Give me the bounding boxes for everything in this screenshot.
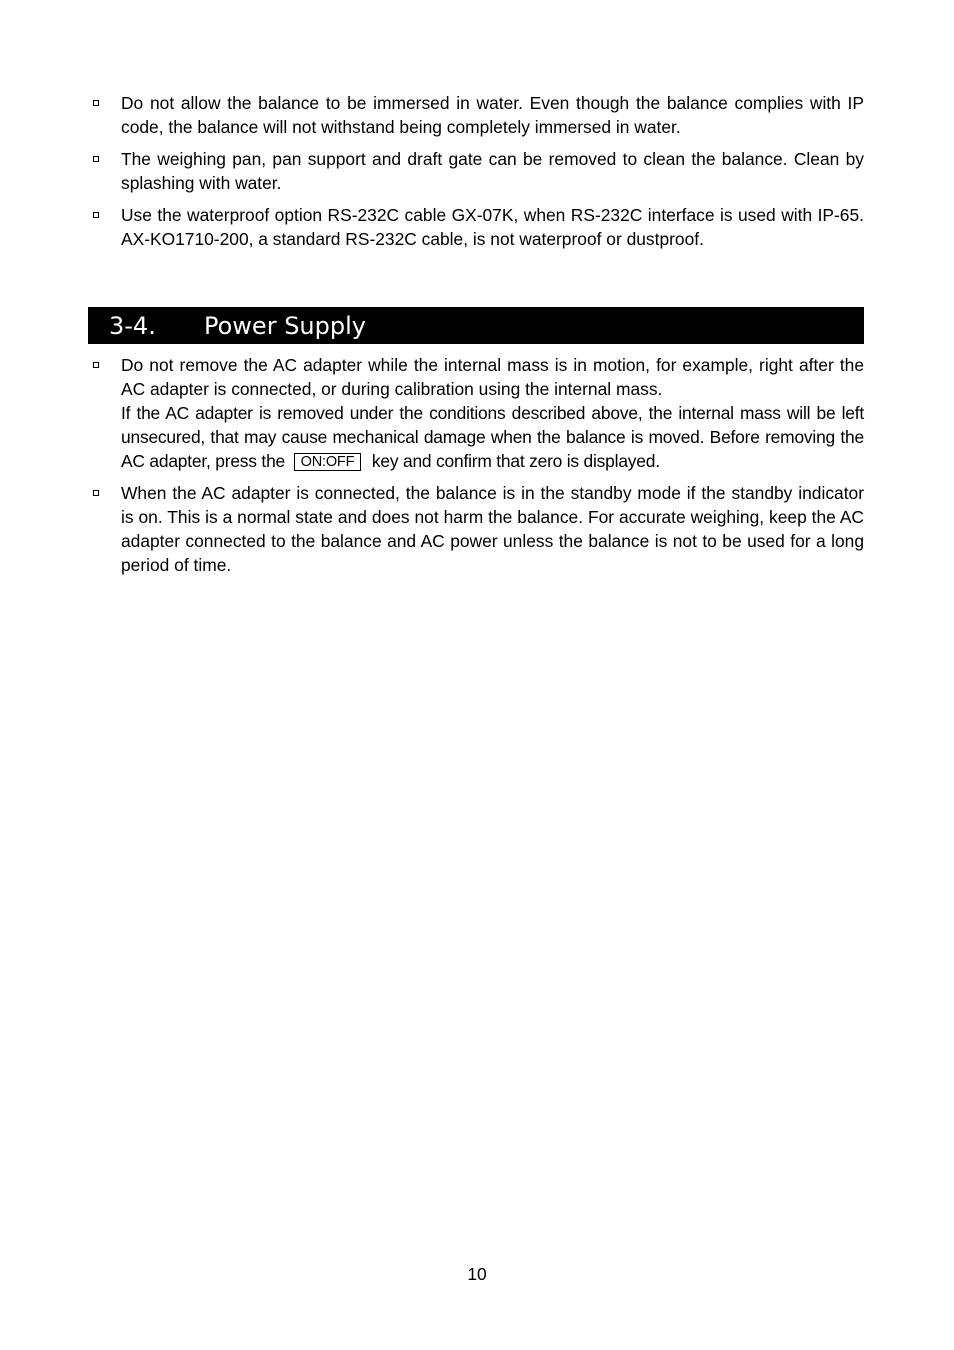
- square-bullet-icon: [93, 490, 99, 496]
- subtext-after-key: key and confirm that zero is displayed.: [371, 451, 660, 471]
- note-text: Use the waterproof option RS-232C cable GX-07K, when RS-232C interface is used with IP-65. AX-KO1710-200, a standard RS-232C cable, is not waterproof or dustproof.: [121, 205, 864, 249]
- note-cleaning: [88, 147, 864, 195]
- note-ac-adapter-removal: [88, 353, 864, 473]
- section-title: Power Supply: [204, 312, 366, 340]
- note-text: Do not allow the balance to be immersed in water. Even though the balance complies with IP code, the balance will not withstand being completely immersed in water.: [121, 93, 864, 137]
- square-bullet-icon: [93, 156, 99, 162]
- subtext-before-key: If the AC adapter is removed under the conditions described above, the internal mass will be left unsecured, that may cause mechanical damage when the balance is moved. Before removing the AC adapter, press the: [121, 403, 864, 471]
- note-subtext: [121, 401, 864, 473]
- note-rs232c-cable: [88, 203, 864, 251]
- note-text: The weighing pan, pan support and draft gate can be removed to clean the balance. Clean by splashing with water.: [121, 149, 864, 193]
- square-bullet-icon: [93, 212, 99, 218]
- section-heading-power-supply: [88, 307, 864, 344]
- note-text: When the AC adapter is connected, the balance is in the standby mode if the standby indicator is on. This is a normal state and does not harm the balance. For accurate weighing, keep the AC adapter connected to the balance and AC power unless the balance is not to be used for a long period of time.: [121, 483, 864, 575]
- on-off-key-label: ON:OFF: [294, 453, 362, 471]
- square-bullet-icon: [93, 100, 99, 106]
- top-notes-list: [88, 91, 864, 259]
- note-immersion: [88, 91, 864, 139]
- power-supply-notes-list: [88, 353, 864, 585]
- page-number: 10: [467, 1264, 487, 1284]
- square-bullet-icon: [93, 362, 99, 368]
- note-standby-mode: [88, 481, 864, 577]
- section-number: 3-4.: [109, 312, 156, 340]
- note-text: Do not remove the AC adapter while the internal mass is in motion, for example, right after the AC adapter is connected, or during calibration using the internal mass.: [121, 355, 864, 399]
